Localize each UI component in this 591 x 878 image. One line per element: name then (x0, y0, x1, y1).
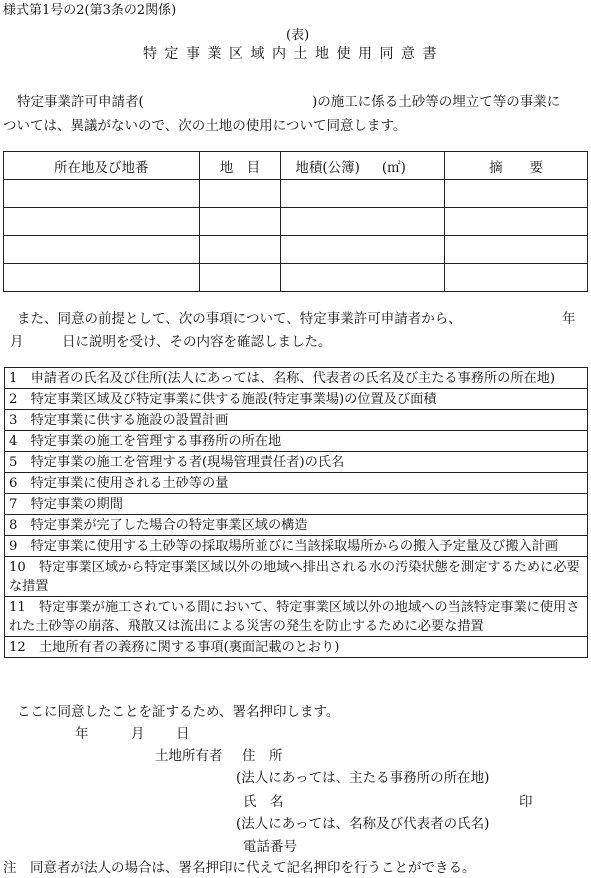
cell-area[interactable] (281, 180, 445, 208)
table-row (4, 264, 588, 292)
cell-location[interactable] (4, 236, 200, 264)
cell-remarks[interactable] (445, 264, 588, 292)
header-area-label: 地積(公簿) (295, 159, 360, 176)
date-year-label: 年 (75, 726, 89, 742)
intro-line1-suffix: )の施工に係る土砂等の埋立て等の事業に (312, 94, 561, 110)
intro-line2: ついては、異議がないので、次の土地の使用について同意します。 (3, 118, 407, 134)
list-item: 12 土地所有者の義務に関する事項(裏面記載のとおり) (5, 637, 588, 658)
cell-area[interactable] (281, 208, 445, 236)
intro-line1-prefix: 特定事業許可申請者( (17, 94, 144, 110)
premise-year: 年 (562, 311, 576, 327)
list-item: 9 特定事業に使用する土砂等の採取場所並びに当該採取場所からの搬入予定量及び搬入計画 (5, 536, 588, 557)
list-item: 4 特定事業の施工を管理する事務所の所在地 (5, 431, 588, 452)
premise-line1: また、同意の前提として、次の事項について、特定事業許可申請者から、 (17, 311, 462, 327)
explanation-items-table (4, 367, 588, 658)
cell-land-category[interactable] (199, 180, 281, 208)
premise-month: 月 (10, 334, 24, 350)
address-label: 住 所 (242, 748, 283, 764)
list-item: 10 特定事業区域から特定事業区域以外の地域へ排出される水の汚染状態を測定するために必要な措置 (5, 557, 588, 597)
name-note: (法人にあっては、名称及び代表者の氏名) (236, 816, 490, 832)
table-row (4, 208, 588, 236)
header-area-unit: (㎡) (381, 159, 406, 176)
land-table-header (4, 152, 588, 180)
land-table (3, 151, 588, 292)
date-month-label: 月 (131, 726, 145, 742)
cell-area[interactable] (281, 236, 445, 264)
cell-location[interactable] (4, 264, 200, 292)
list-item: 1 申請者の氏名及び住所(法人にあっては、名称、代表者の氏名及び主たる事務所の所在地) (5, 368, 588, 389)
certify-statement: ここに同意したことを証するため、署名押印します。 (17, 704, 340, 720)
cell-area[interactable] (281, 264, 445, 292)
cell-land-category[interactable] (199, 208, 281, 236)
header-location: 所在地及び地番 (4, 152, 200, 180)
phone-label: 電話番号 (243, 839, 297, 855)
list-item: 8 特定事業が完了した場合の特定事業区域の構造 (5, 515, 588, 536)
name-label: 氏 名 (243, 794, 284, 810)
cell-land-category[interactable] (199, 264, 281, 292)
side-label: (表) (286, 28, 310, 43)
table-row (4, 180, 588, 208)
date-day-label: 日 (176, 726, 190, 742)
cell-location[interactable] (4, 180, 200, 208)
owner-label: 土地所有者 (155, 748, 223, 764)
cell-remarks[interactable] (445, 180, 588, 208)
form-number-label: 様式第1号の2(第3条の2関係) (3, 3, 177, 18)
seal-mark: 印 (519, 794, 533, 810)
header-remarks: 摘 要 (445, 152, 588, 180)
cell-location[interactable] (4, 208, 200, 236)
list-item: 6 特定事業に使用される土砂等の量 (5, 473, 588, 494)
address-note: (法人にあっては、主たる事務所の所在地) (236, 770, 490, 786)
list-item: 5 特定事業の施工を管理する者(現場管理責任者)の氏名 (5, 452, 588, 473)
cell-remarks[interactable] (445, 236, 588, 264)
list-item: 11 特定事業が施工されている間において、特定事業区域以外の地域への当該特定事業に使用された土砂等の崩落、飛散又は流出による災害の発生を防止するために必要な措置 (5, 597, 588, 637)
header-land-category: 地 目 (199, 152, 281, 180)
footnote: 注 同意者が法人の場合は、署名押印に代えて記名押印を行うことができる。 (3, 860, 476, 876)
list-item: 7 特定事業の期間 (5, 494, 588, 515)
cell-remarks[interactable] (445, 208, 588, 236)
header-area (281, 152, 445, 180)
list-item: 3 特定事業に供する施設の設置計画 (5, 410, 588, 431)
table-row (4, 236, 588, 264)
cell-land-category[interactable] (199, 236, 281, 264)
list-item: 2 特定事業区域及び特定事業に供する施設(特定事業場)の位置及び面積 (5, 389, 588, 410)
page-title: 特定事業区域内土地使用同意書 (143, 46, 444, 62)
premise-line2: 日に説明を受け、その内容を確認しました。 (62, 334, 332, 350)
